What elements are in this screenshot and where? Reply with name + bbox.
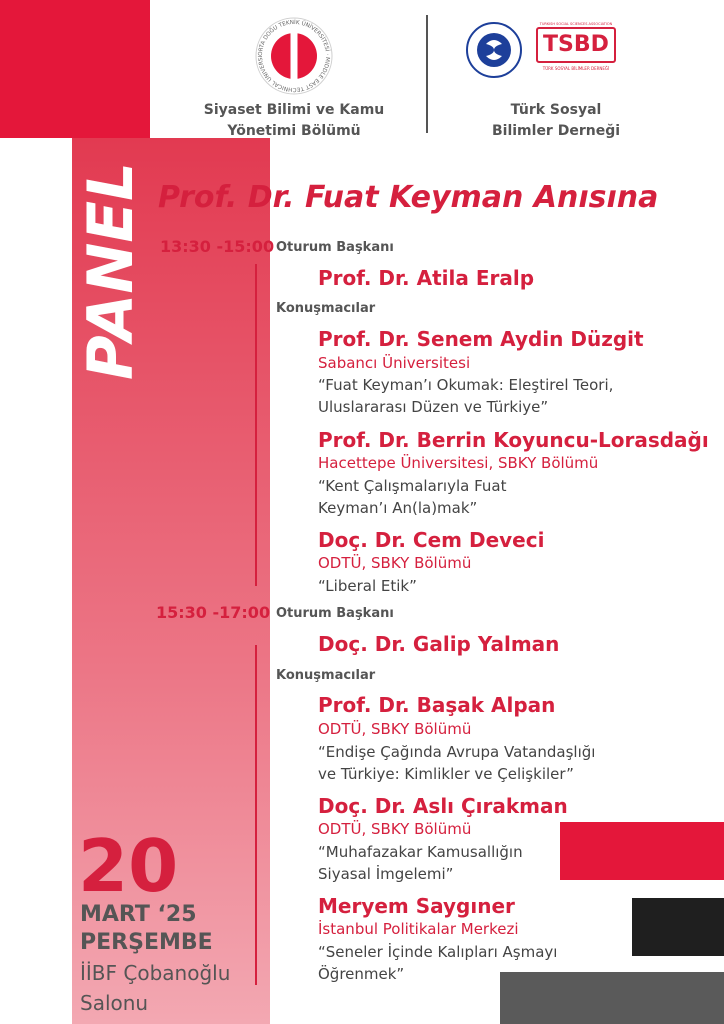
speaker-affiliation: ODTÜ, SBKY Bölümü (318, 720, 472, 738)
speaker-name: Prof. Dr. Berrin Koyuncu-Lorasdağı (318, 428, 709, 452)
speaker-affiliation: Sabancı Üniversitesi (318, 354, 471, 372)
association-line-2: Bilimler Derneği (491, 123, 621, 139)
speaker-name: Meryem Saygıner (318, 894, 515, 918)
speaker-affiliation: İstanbul Politikalar Merkezi (318, 920, 519, 938)
talk-title (318, 841, 523, 885)
session1-time: 13:30 -15:00 (160, 237, 275, 256)
event-weekday: PERŞEMBE (80, 930, 213, 955)
department-line-1: Siyaset Bilimi ve Kamu (203, 102, 385, 118)
speaker-affiliation: ODTÜ, SBKY Bölümü (318, 554, 472, 572)
venue-line-1: İİBF Çobanoğlu (80, 961, 231, 985)
speaker-name: Prof. Dr. Senem Aydin Düzgit (318, 327, 644, 351)
tsbd-small-top: TURKISH SOCIAL SCIENCES ASSOCIATION (539, 22, 613, 26)
talk-title-line-1: “Liberal Etik” (318, 577, 417, 595)
talk-title (318, 941, 557, 985)
talk-title-line-2: ve Türkiye: Kimlikler ve Çelişkiler” (318, 765, 574, 783)
talk-title-line-2: Keyman’ı An(la)mak” (318, 499, 478, 517)
red-bar-right (560, 822, 724, 880)
talk-title-line-2: Uluslararası Düzen ve Türkiye” (318, 398, 549, 416)
talk-title-line-2: Siyasal İmgelemi” (318, 865, 454, 883)
metu-logo (254, 16, 334, 96)
association-name (466, 100, 646, 142)
session2-speakers-label: Konuşmacılar (276, 668, 376, 683)
talk-title-line-1: “Fuat Keyman’ı Okumak: Eleştirel Teori, (318, 376, 614, 394)
talk-title-line-1: “Kent Çalışmalarıyla Fuat (318, 477, 507, 495)
session1-chair-name: Prof. Dr. Atila Eralp (318, 266, 535, 290)
association-line-1: Türk Sosyal (510, 102, 602, 118)
black-bar-right (632, 898, 724, 956)
top-red-block (0, 0, 150, 138)
panel-word: PANEL (74, 158, 147, 380)
panel-title: Prof. Dr. Fuat Keyman Anısına (158, 180, 659, 215)
talk-title (318, 475, 507, 519)
tsbd-abbreviation: TSBD (536, 27, 616, 63)
session1-speakers-label: Konuşmacılar (276, 301, 376, 316)
tsbd-emblem (466, 22, 522, 78)
talk-title-line-1: “Endişe Çağında Avrupa Vatandaşlığı (318, 743, 596, 761)
department-name (190, 100, 398, 142)
session2-timeline (255, 645, 257, 985)
event-day: 20 (78, 824, 179, 908)
speaker-name: Prof. Dr. Başak Alpan (318, 693, 556, 717)
talk-title (318, 374, 613, 418)
talk-title (318, 575, 417, 597)
event-venue (80, 958, 230, 1018)
panel-vertical-title (74, 158, 147, 386)
department-line-2: Yönetimi Bölümü (227, 123, 361, 139)
event-month-year: MART ‘25 (80, 902, 197, 927)
speaker-affiliation: Hacettepe Üniversitesi, SBKY Bölümü (318, 454, 599, 472)
tsbd-small-bottom: TÜRK SOSYAL BİLİMLER DERNEĞİ (542, 66, 610, 71)
session2-time: 15:30 -17:00 (156, 603, 271, 622)
session2-chair-name: Doç. Dr. Galip Yalman (318, 632, 560, 656)
header-divider (426, 15, 428, 133)
talk-title-line-2: Öğrenmek” (318, 965, 405, 983)
speaker-name: Doç. Dr. Aslı Çırakman (318, 794, 568, 818)
metu-logo-ring-text: ORTA DOĞU TEKNİK ÜNİVERSİTESİ · MIDDLE EAST TECHNICAL UNIVERSI (257, 19, 331, 93)
speaker-affiliation: ODTÜ, SBKY Bölümü (318, 820, 472, 838)
talk-title-line-1: “Seneler İçinde Kalıpları Aşmayı (318, 943, 558, 961)
tsbd-logo (536, 22, 616, 80)
talk-title (318, 741, 595, 785)
session1-timeline (255, 264, 257, 586)
session2-chair-label: Oturum Başkanı (276, 606, 394, 621)
venue-line-2: Salonu (80, 991, 149, 1015)
speaker-name: Doç. Dr. Cem Deveci (318, 528, 545, 552)
session1-chair-label: Oturum Başkanı (276, 240, 394, 255)
talk-title-line-1: “Muhafazakar Kamusallığın (318, 843, 523, 861)
